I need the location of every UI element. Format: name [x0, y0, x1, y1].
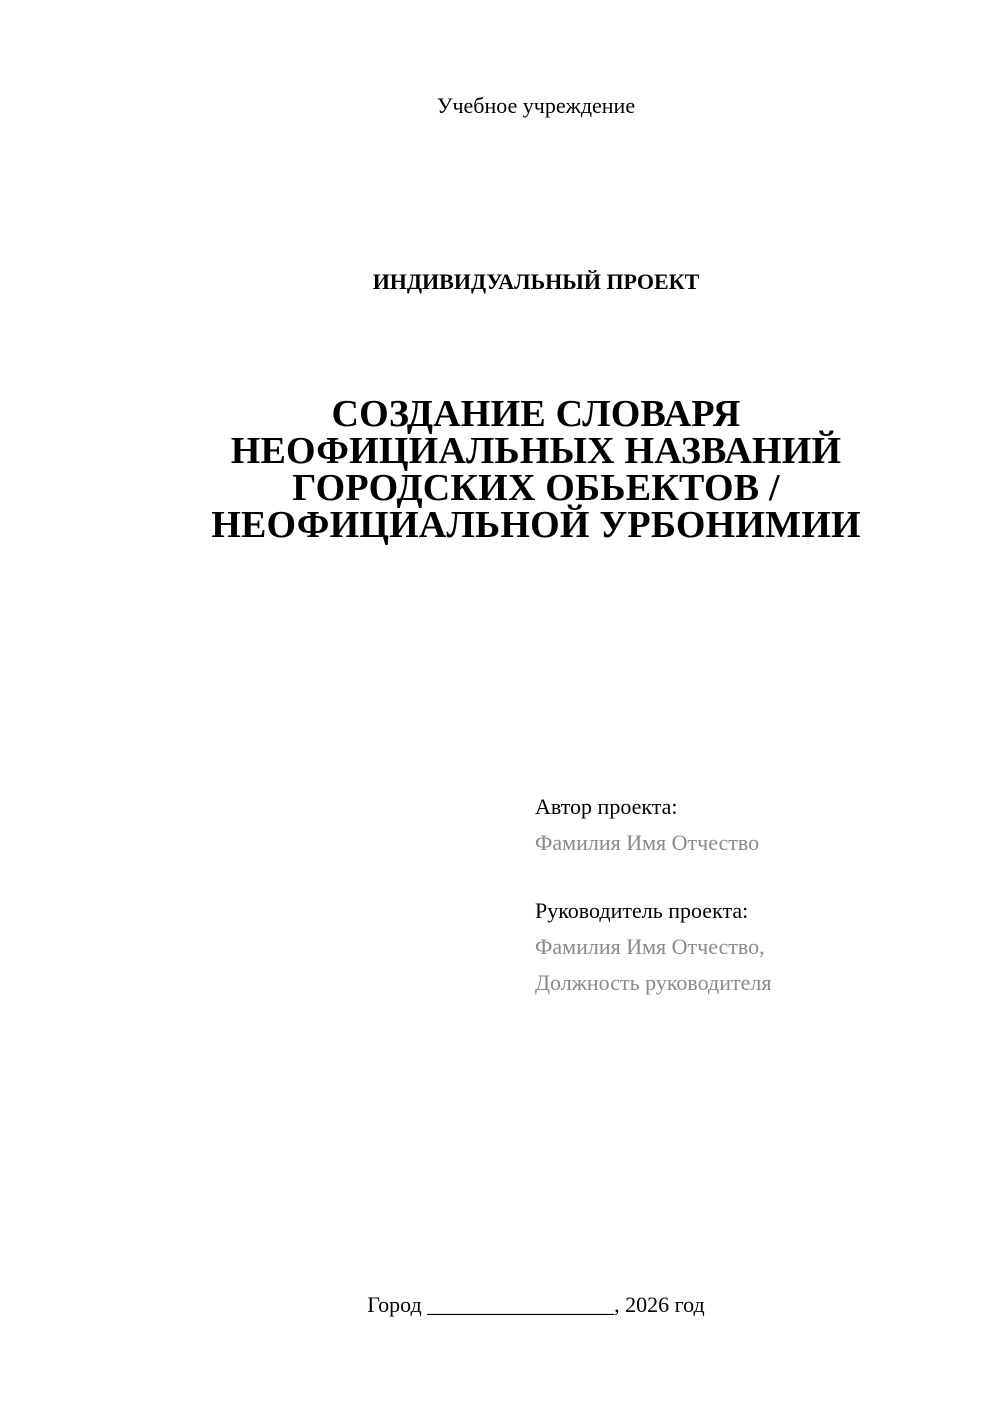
- supervisor-position: Должность руководителя: [535, 970, 772, 995]
- project-title: [0, 393, 1000, 546]
- institution-name: Учебное учреждение: [436, 93, 636, 118]
- credits-spacer: [535, 861, 975, 893]
- credits-block: [535, 789, 975, 1001]
- project-title-line: СОЗДАНИЕ СЛОВАРЯ: [331, 393, 741, 435]
- project-type-heading: ИНДИВИДУАЛЬНЫЙ ПРОЕКТ: [372, 269, 700, 294]
- author-name: Фамилия Имя Отчество: [535, 830, 760, 855]
- project-title-line: ГОРОДСКИХ ОБЬЕКТОВ /: [292, 467, 780, 509]
- supervisor-label: Руководитель проекта:: [535, 898, 749, 923]
- author-label: Автор проекта:: [535, 794, 678, 819]
- project-title-line: НЕОФИЦИАЛЬНЫХ НАЗВАНИЙ: [230, 430, 842, 472]
- project-title-line: НЕОФИЦИАЛЬНОЙ УРБОНИМИИ: [211, 504, 861, 546]
- supervisor-name: Фамилия Имя Отчество,: [535, 934, 765, 959]
- city-year-footer: Город _________________, 2026 год: [367, 1292, 705, 1317]
